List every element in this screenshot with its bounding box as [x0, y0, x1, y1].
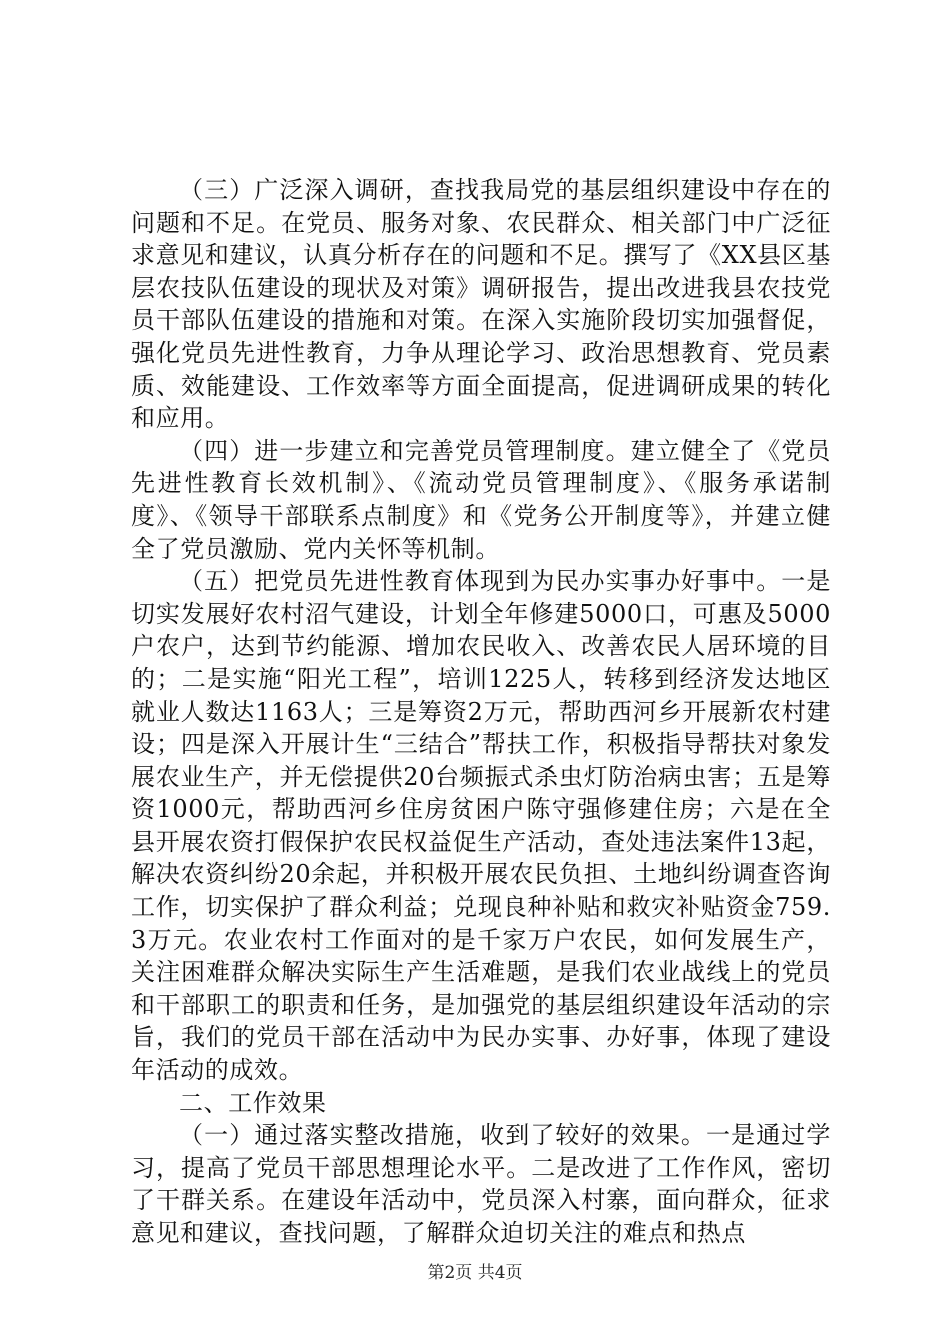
paragraph-results-1: （一）通过落实整改措施，收到了较好的效果。一是通过学习，提高了党员干部思想理论水平。二是改进了工作作风，密切了干群关系。在建设年活动中，党员深入村寨，面向群众，征求意见和建议，查找问题，了解群众迫切关注的难点和热点: [131, 1121, 831, 1247]
page-footer: 第2页 共4页: [427, 1263, 523, 1283]
section-heading: 二、工作效果: [179, 1088, 327, 1117]
paragraph-4: （四）进一步建立和完善党员管理制度。建立健全了《党员先进性教育长效机制》、《流动党员管理制度》、《服务承诺制度》、《领导干部联系点制度》和《党务公开制度等》，并建立健全了党员激励、党内关怀等机制。: [131, 436, 831, 563]
paragraph-5: （五）把党员先进性教育体现到为民办实事办好事中。一是切实发展好农村沼气建设，计划全年修建5000口，可惠及5000户农户，达到节约能源、增加农民收入、改善农民人居环境的目的；二是实施“阳光工程”，培训1225人，转移到经济发达地区就业人数达1163人；三是筹资2万元，帮助西河乡开展新农村建设；四是深入开展计生“三结合”帮扶工作，积极指导帮扶对象发展农业生产，并无偿提供20台频振式杀虫灯防治病虫害；五是筹资1000元，帮助西河乡住房贫困户陈守强修建住房；六是在全县开展农资打假保护农民权益促生产活动，查处违法案件13起，解决农资纠纷20余起，并积极开展农民负担、土地纠纷调查咨询工作，切实保护了群众利益；兑现良种补贴和救灾补贴资金759.3万元。农业农村工作面对的是千家万户农民，如何发展生产，关注困难群众解决实际生产生活难题，是我们农业战线上的党员和干部职工的职责和任务，是加强党的基层组织建设年活动的宗旨，我们的党员干部在活动中为民办实事、办好事，体现了建设年活动的成效。: [131, 567, 831, 1085]
paragraph-3: （三）广泛深入调研，查找我局党的基层组织建设中存在的问题和不足。在党员、服务对象、农民群众、相关部门中广泛征求意见和建议，认真分析存在的问题和不足。撰写了《XX县区基层农技队伍建设的现状及对策》调研报告，提出改进我县农技党员干部队伍建设的措施和对策。在深入实施阶段切实加强督促，强化党员先进性教育，力争从理论学习、政治思想教育、党员素质、效能建设、工作效率等方面全面提高，促进调研成果的转化和应用。: [131, 176, 831, 433]
document-body: [131, 174, 831, 1250]
